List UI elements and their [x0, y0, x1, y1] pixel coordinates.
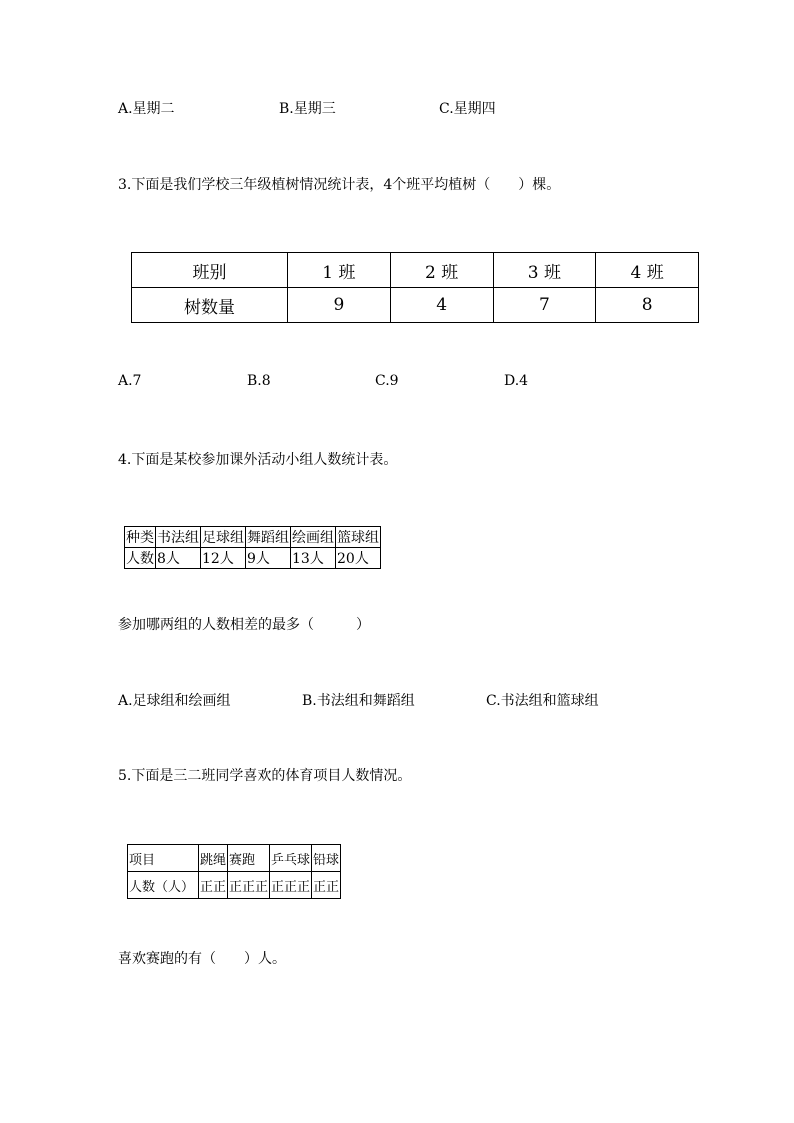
table-cell: 正正正 — [228, 872, 270, 899]
table-cell: 20人 — [336, 548, 381, 569]
table-cell: 8人 — [156, 548, 201, 569]
table-cell: 舞蹈组 — [246, 527, 291, 548]
table-cell: 12人 — [201, 548, 246, 569]
table-cell: 9 — [288, 288, 391, 323]
table-cell: 书法组 — [156, 527, 201, 548]
table-cell: 种类 — [125, 527, 156, 548]
table-cell: 7 — [493, 288, 596, 323]
q3-table — [131, 252, 699, 323]
table-cell: 4 班 — [596, 253, 699, 288]
q4-question: 参加哪两组的人数相差的最多（ ） — [118, 617, 370, 633]
q2-option-b: B.星期三 — [279, 101, 336, 117]
q4-option-b: B.书法组和舞蹈组 — [302, 693, 415, 709]
table-cell: 树数量 — [132, 288, 288, 323]
table-row — [125, 527, 381, 548]
table-cell: 跳绳 — [199, 845, 228, 872]
q3-option-b: B.8 — [247, 373, 271, 389]
table-cell: 9人 — [246, 548, 291, 569]
table-cell: 绘画组 — [291, 527, 336, 548]
q4-option-c: C.书法组和篮球组 — [486, 693, 599, 709]
table-row — [125, 548, 381, 569]
table-cell: 8 — [596, 288, 699, 323]
table-cell: 篮球组 — [336, 527, 381, 548]
q4-table — [124, 526, 381, 569]
q3-option-a: A.7 — [118, 373, 142, 389]
table-cell: 4 — [390, 288, 493, 323]
q3-option-d: D.4 — [504, 373, 529, 389]
table-row — [128, 872, 341, 899]
table-cell: 项目 — [128, 845, 199, 872]
table-cell: 正正 — [312, 872, 341, 899]
q4-option-a: A.足球组和绘画组 — [118, 693, 231, 709]
table-row — [132, 288, 699, 323]
q4-text: 4.下面是某校参加课外活动小组人数统计表。 — [118, 452, 398, 468]
q2-option-c: C.星期四 — [439, 101, 496, 117]
table-row — [132, 253, 699, 288]
q5-question: 喜欢赛跑的有（ ）人。 — [118, 951, 286, 967]
q3-option-c: C.9 — [375, 373, 399, 389]
table-cell: 人数 — [125, 548, 156, 569]
table-cell: 足球组 — [201, 527, 246, 548]
table-cell: 正正正 — [270, 872, 312, 899]
table-cell: 赛跑 — [228, 845, 270, 872]
q2-option-a: A.星期二 — [118, 101, 175, 117]
q3-text: 3.下面是我们学校三年级植树情况统计表，4个班平均植树（ ）棵。 — [118, 177, 561, 193]
table-cell: 3 班 — [493, 253, 596, 288]
table-cell: 乒乓球 — [270, 845, 312, 872]
table-row — [128, 845, 341, 872]
q5-table — [127, 844, 341, 899]
table-cell: 正正 — [199, 872, 228, 899]
table-cell: 13人 — [291, 548, 336, 569]
table-cell: 2 班 — [390, 253, 493, 288]
table-cell: 铅球 — [312, 845, 341, 872]
table-cell: 1 班 — [288, 253, 391, 288]
table-cell: 人数（人） — [128, 872, 199, 899]
q5-text: 5.下面是三二班同学喜欢的体育项目人数情况。 — [118, 768, 412, 784]
table-cell: 班别 — [132, 253, 288, 288]
